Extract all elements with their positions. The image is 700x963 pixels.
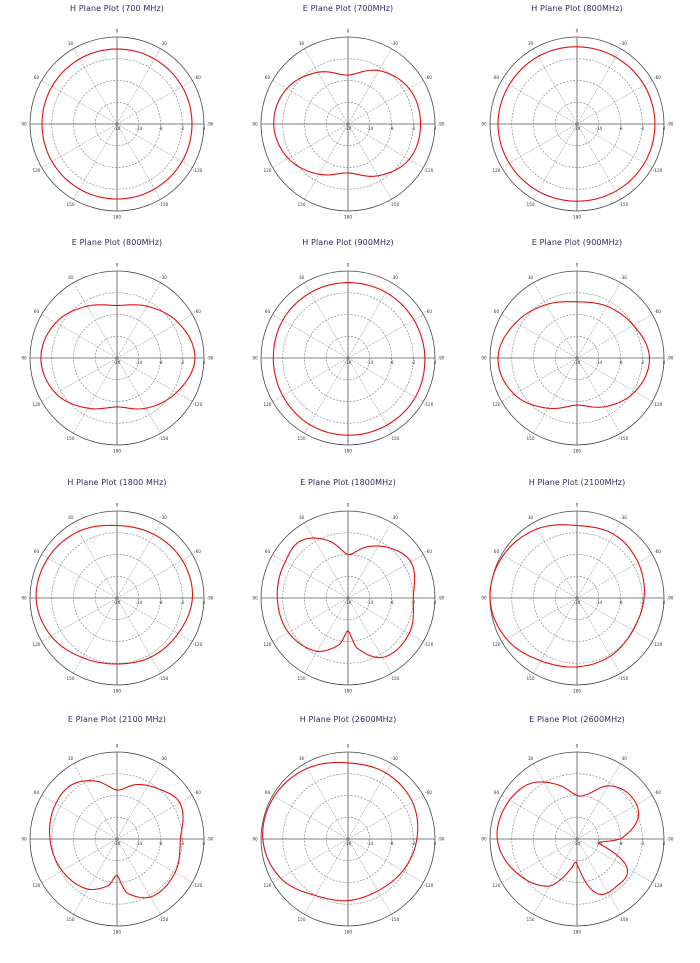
angle-tick-label: 0 [346, 28, 350, 34]
plot-title: H Plane Plot (2600MHz) [299, 715, 397, 724]
angle-tick-label: 120 [263, 883, 272, 888]
angle-tick-label: 180 [113, 688, 121, 694]
angle-tick-label: 30 [67, 40, 74, 46]
radial-tick-label: -20 [113, 600, 121, 605]
angle-tick-label: 90 [252, 121, 258, 127]
angle-tick-label: -30 [391, 274, 398, 280]
radial-tick-label: -8 [158, 126, 163, 131]
radial-tick-label: -20 [573, 126, 581, 131]
radial-tick-label: -8 [389, 360, 394, 365]
angle-tick-label: -150 [389, 202, 400, 208]
angle-tick-label: -90 [666, 836, 674, 842]
angle-tick-label: -30 [391, 40, 398, 46]
plot-title: H Plane Plot (700 MHz) [69, 4, 165, 13]
angle-tick-label: -120 [423, 402, 434, 407]
angle-tick-label: 90 [21, 836, 27, 842]
angle-tick-label: 30 [298, 274, 305, 280]
angle-tick-label: -150 [618, 917, 629, 923]
angle-tick-label: 180 [344, 214, 352, 220]
angle-tick-label: 90 [481, 595, 487, 601]
radial-tick-label: -2 [411, 841, 416, 846]
radial-tick-label: -20 [344, 360, 352, 365]
angle-tick-label: -120 [652, 402, 663, 407]
angle-tick-label: -30 [160, 514, 167, 520]
angle-tick-label: -30 [391, 514, 398, 520]
angle-tick-label: 30 [527, 40, 534, 46]
angle-tick-label: 180 [573, 448, 581, 454]
radial-tick-label: 4 [202, 600, 206, 605]
angle-tick-label: 120 [32, 883, 41, 888]
angle-tick-label: -150 [389, 917, 400, 923]
angle-tick-label: -60 [654, 549, 661, 554]
radial-tick-label: -2 [640, 841, 645, 846]
plot-title: E Plane Plot (2100 MHz) [67, 715, 167, 724]
angle-tick-label: 120 [492, 883, 501, 888]
radial-tick-label: -8 [618, 600, 623, 605]
angle-tick-label: 120 [492, 168, 501, 173]
angle-tick-label: -120 [652, 168, 663, 173]
angle-tick-label: -30 [160, 40, 167, 46]
angle-tick-label: 180 [113, 929, 121, 935]
angle-tick-label: -90 [206, 595, 214, 601]
grid-spoke [577, 839, 621, 914]
angle-tick-label: -30 [160, 274, 167, 280]
angle-tick-label: -120 [192, 402, 203, 407]
angle-tick-label: 150 [297, 917, 306, 923]
angle-tick-label: -90 [666, 121, 674, 127]
angle-tick-label: 90 [252, 355, 258, 361]
angle-tick-label: -90 [437, 595, 445, 601]
radial-tick-label: 4 [202, 841, 206, 846]
radial-tick-label: -14 [135, 600, 143, 605]
plot-title: H Plane Plot (2100MHz) [528, 478, 626, 487]
radial-tick-label: -20 [344, 600, 352, 605]
angle-tick-label: -30 [620, 755, 627, 761]
radial-tick-label: -2 [640, 360, 645, 365]
angle-tick-label: 30 [67, 514, 74, 520]
angle-tick-label: -120 [192, 883, 203, 888]
angle-tick-label: 90 [252, 595, 258, 601]
angle-tick-label: -60 [654, 790, 661, 795]
angle-tick-label: -150 [158, 436, 169, 442]
radial-tick-label: -2 [180, 360, 185, 365]
angle-tick-label: 120 [263, 642, 272, 647]
angle-tick-label: 0 [346, 502, 350, 508]
angle-tick-label: 0 [115, 502, 119, 508]
radial-tick-label: -20 [344, 841, 352, 846]
angle-tick-label: 60 [493, 549, 500, 554]
angle-tick-label: -30 [620, 514, 627, 520]
grid-spoke [534, 764, 578, 839]
radial-tick-label: 4 [433, 126, 437, 131]
angle-tick-label: 150 [526, 917, 535, 923]
angle-tick-label: 120 [492, 402, 501, 407]
radial-tick-label: 4 [433, 600, 437, 605]
radial-tick-label: -2 [411, 126, 416, 131]
angle-tick-label: 30 [527, 274, 534, 280]
radial-tick-label: 4 [662, 600, 666, 605]
angle-tick-label: 180 [113, 448, 121, 454]
angle-tick-label: -120 [192, 168, 203, 173]
angle-tick-label: -120 [423, 168, 434, 173]
plot-title: H Plane Plot (800MHz) [531, 4, 623, 13]
angle-tick-label: 150 [297, 436, 306, 442]
plot-title: E Plane Plot (2600MHz) [529, 715, 625, 724]
angle-tick-label: 150 [66, 436, 75, 442]
angle-tick-label: 150 [297, 676, 306, 682]
angle-tick-label: 30 [527, 755, 534, 761]
angle-tick-label: 150 [526, 676, 535, 682]
angle-tick-label: 90 [21, 121, 27, 127]
angle-tick-label: -150 [158, 202, 169, 208]
grid-spoke [577, 796, 652, 840]
angle-tick-label: 90 [481, 121, 487, 127]
grid-spoke [577, 764, 621, 839]
angle-tick-label: 30 [298, 514, 305, 520]
radial-tick-label: -8 [389, 600, 394, 605]
radial-tick-label: -8 [158, 600, 163, 605]
angle-tick-label: -150 [618, 202, 629, 208]
radial-tick-label: 4 [662, 126, 666, 131]
angle-tick-label: 60 [493, 75, 500, 80]
angle-tick-label: -150 [618, 436, 629, 442]
angle-tick-label: 180 [344, 929, 352, 935]
radial-tick-label: -2 [411, 360, 416, 365]
angle-tick-label: -90 [437, 836, 445, 842]
angle-tick-label: -60 [194, 75, 201, 80]
radial-tick-label: -8 [618, 126, 623, 131]
angle-tick-label: 0 [346, 743, 350, 749]
angle-tick-label: 90 [21, 595, 27, 601]
radial-tick-label: 4 [662, 841, 666, 846]
angle-tick-label: -90 [437, 121, 445, 127]
radial-tick-label: -14 [595, 600, 603, 605]
radial-tick-label: -14 [135, 841, 143, 846]
angle-tick-label: -90 [206, 355, 214, 361]
radial-tick-label: -14 [366, 126, 374, 131]
angle-tick-label: -90 [666, 595, 674, 601]
plot-title: H Plane Plot (900MHz) [302, 238, 394, 247]
angle-tick-label: -150 [158, 676, 169, 682]
angle-tick-label: -60 [425, 309, 432, 314]
angle-tick-label: -60 [194, 790, 201, 795]
angle-tick-label: 0 [575, 28, 579, 34]
angle-tick-label: 180 [344, 688, 352, 694]
plot-title: E Plane Plot (700MHz) [302, 4, 394, 13]
radial-tick-label: -2 [640, 600, 645, 605]
radial-tick-label: -14 [595, 841, 603, 846]
angle-tick-label: 120 [263, 168, 272, 173]
angle-tick-label: 30 [298, 755, 305, 761]
angle-tick-label: 180 [344, 448, 352, 454]
angle-tick-label: 60 [33, 549, 40, 554]
angle-tick-label: 150 [66, 917, 75, 923]
radial-tick-label: -8 [618, 360, 623, 365]
angle-tick-label: 150 [66, 676, 75, 682]
angle-tick-label: -150 [389, 436, 400, 442]
radial-tick-label: -14 [135, 360, 143, 365]
angle-tick-label: 60 [33, 309, 40, 314]
angle-tick-label: -60 [194, 309, 201, 314]
angle-tick-label: -60 [425, 75, 432, 80]
angle-tick-label: 0 [575, 262, 579, 268]
angle-tick-label: 150 [526, 436, 535, 442]
angle-tick-label: -120 [423, 642, 434, 647]
angle-tick-label: 90 [481, 355, 487, 361]
angle-tick-label: 0 [115, 28, 119, 34]
angle-tick-label: 0 [575, 502, 579, 508]
angle-tick-label: -90 [206, 836, 214, 842]
angle-tick-label: -30 [620, 40, 627, 46]
radial-tick-label: -20 [113, 360, 121, 365]
angle-tick-label: -150 [389, 676, 400, 682]
angle-tick-label: -30 [160, 755, 167, 761]
angle-tick-label: -60 [654, 309, 661, 314]
angle-tick-label: 60 [264, 549, 271, 554]
angle-tick-label: -60 [194, 549, 201, 554]
radial-tick-label: -20 [113, 841, 121, 846]
angle-tick-label: -90 [437, 355, 445, 361]
angle-tick-label: 120 [32, 642, 41, 647]
plot-title: E Plane Plot (800MHz) [71, 238, 163, 247]
grid-spoke [502, 796, 577, 840]
angle-tick-label: 120 [492, 642, 501, 647]
angle-tick-label: 150 [526, 202, 535, 208]
radial-tick-label: -8 [389, 841, 394, 846]
angle-tick-label: 0 [575, 743, 579, 749]
angle-tick-label: 60 [264, 790, 271, 795]
radial-tick-label: -14 [595, 360, 603, 365]
radial-tick-label: -14 [366, 360, 374, 365]
angle-tick-label: -60 [425, 790, 432, 795]
angle-tick-label: 60 [33, 790, 40, 795]
angle-tick-label: 60 [264, 75, 271, 80]
radial-tick-label: 4 [202, 360, 206, 365]
angle-tick-label: 90 [252, 836, 258, 842]
angle-tick-label: 120 [263, 402, 272, 407]
angle-tick-label: -120 [652, 642, 663, 647]
angle-tick-label: 30 [67, 755, 74, 761]
radial-tick-label: -8 [389, 126, 394, 131]
angle-tick-label: 0 [115, 262, 119, 268]
radial-tick-label: -2 [640, 126, 645, 131]
plot-title: E Plane Plot (900MHz) [531, 238, 623, 247]
angle-tick-label: 90 [21, 355, 27, 361]
angle-tick-label: -120 [652, 883, 663, 888]
angle-tick-label: -30 [620, 274, 627, 280]
radial-tick-label: -14 [366, 600, 374, 605]
angle-tick-label: 0 [115, 743, 119, 749]
radial-tick-label: -14 [595, 126, 603, 131]
radial-tick-label: 4 [202, 126, 206, 131]
angle-tick-label: 150 [297, 202, 306, 208]
radial-tick-label: -20 [344, 126, 352, 131]
angle-tick-label: 180 [573, 214, 581, 220]
angle-tick-label: 150 [66, 202, 75, 208]
grid-spoke [502, 839, 577, 883]
angle-tick-label: -120 [423, 883, 434, 888]
radial-tick-label: -2 [411, 600, 416, 605]
radial-tick-label: 4 [433, 841, 437, 846]
radial-tick-label: -8 [158, 360, 163, 365]
radial-tick-label: -20 [573, 841, 581, 846]
angle-tick-label: 60 [493, 790, 500, 795]
plot-title: H Plane Plot (1800 MHz) [67, 478, 167, 487]
radial-tick-label: 4 [662, 360, 666, 365]
angle-tick-label: -60 [654, 75, 661, 80]
radial-tick-label: -2 [180, 841, 185, 846]
angle-tick-label: 60 [264, 309, 271, 314]
angle-tick-label: 60 [33, 75, 40, 80]
angle-tick-label: -30 [391, 755, 398, 761]
radial-tick-label: 4 [433, 360, 437, 365]
angle-tick-label: -90 [206, 121, 214, 127]
angle-tick-label: 180 [113, 214, 121, 220]
angle-tick-label: 30 [527, 514, 534, 520]
angle-tick-label: 0 [346, 262, 350, 268]
radial-tick-label: -2 [180, 126, 185, 131]
plot-title: E Plane Plot (1800MHz) [300, 478, 396, 487]
angle-tick-label: 30 [298, 40, 305, 46]
angle-tick-label: -120 [192, 642, 203, 647]
angle-tick-label: -150 [618, 676, 629, 682]
radiation-pattern-trace [497, 782, 639, 895]
radial-tick-label: -8 [618, 841, 623, 846]
angle-tick-label: -150 [158, 917, 169, 923]
radial-tick-label: -14 [366, 841, 374, 846]
angle-tick-label: 30 [67, 274, 74, 280]
angle-tick-label: 180 [573, 688, 581, 694]
radial-tick-label: -20 [573, 600, 581, 605]
angle-tick-label: -90 [666, 355, 674, 361]
radial-tick-label: -20 [113, 126, 121, 131]
angle-tick-label: 180 [573, 929, 581, 935]
radial-tick-label: -20 [573, 360, 581, 365]
angle-tick-label: 60 [493, 309, 500, 314]
radial-tick-label: -2 [180, 600, 185, 605]
angle-tick-label: -60 [425, 549, 432, 554]
radial-tick-label: -14 [135, 126, 143, 131]
radial-tick-label: -8 [158, 841, 163, 846]
angle-tick-label: 120 [32, 168, 41, 173]
angle-tick-label: 90 [481, 836, 487, 842]
angle-tick-label: 120 [32, 402, 41, 407]
grid-spoke [534, 839, 578, 914]
